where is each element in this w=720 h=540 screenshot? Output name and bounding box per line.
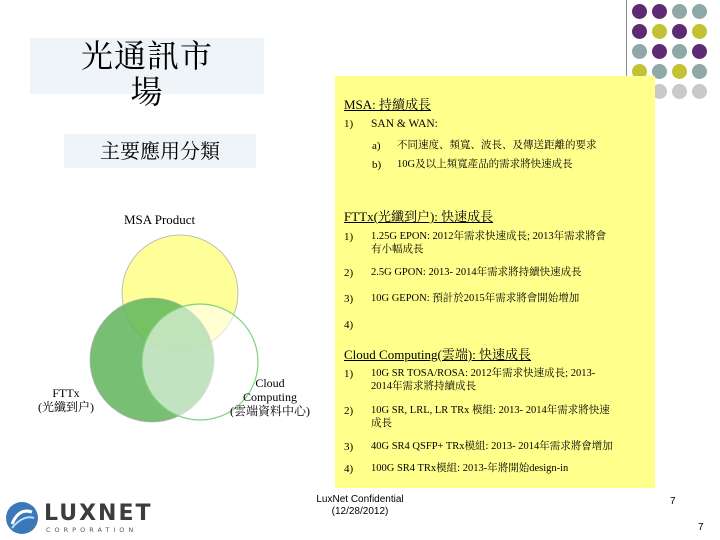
- page-title: [30, 38, 264, 110]
- dot: [672, 64, 687, 79]
- dot: [652, 4, 667, 19]
- logo-tagline: CORPORATION: [46, 526, 138, 534]
- dot: [672, 24, 687, 39]
- footer-line-1: LuxNet Confidential: [316, 494, 404, 505]
- logo-wordmark: LUXNET: [44, 501, 153, 526]
- fttx-item-3: 10G GEPON: 預計於2015年需求將會開始增加: [371, 293, 580, 304]
- luxnet-logo-mark: [4, 500, 40, 536]
- cloud-item-2: [371, 404, 610, 430]
- footer-line-2: (12/28/2012): [331, 506, 389, 517]
- dot: [692, 44, 707, 59]
- cloud-item-1-number: 1): [344, 368, 354, 380]
- cloud-item-1: [371, 367, 595, 393]
- slide-number: 7: [698, 522, 704, 533]
- msa-item-a: 不同速度、頻寬、波長、及傳送距離的要求: [397, 140, 597, 151]
- cloud-label-line-2: Computing: [242, 390, 297, 404]
- fttx-label-line-1: FTTx: [52, 386, 80, 400]
- cloud-item-2-line-1: 10G SR, LRL, LR TRx 模組: 2013- 2014年需求將快速: [371, 405, 610, 416]
- msa-item-b: 10G及以上頻寬產品的需求將快速成長: [397, 159, 573, 170]
- footer-confidential: [300, 494, 420, 518]
- dot: [672, 44, 687, 59]
- cloud-item-3: 40G SR4 QSFP+ TRx模組: 2013- 2014年需求將會增加: [371, 441, 613, 452]
- fttx-heading: FTTx(光纖到户): 快速成長: [344, 209, 494, 224]
- cloud-item-2-number: 2): [344, 405, 354, 417]
- fttx-label-line-2: (光纖到户): [38, 400, 94, 414]
- cloud-item-1-line-2: 2014年需求將持續成長: [371, 381, 476, 392]
- dot: [692, 64, 707, 79]
- cloud-label-line-3: (雲端資料中心): [230, 404, 310, 418]
- dot: [692, 24, 707, 39]
- dot: [692, 4, 707, 19]
- msa-item-a-number: a): [372, 140, 381, 152]
- msa-item-b-number: b): [372, 159, 382, 171]
- fttx-item-1-number: 1): [344, 231, 354, 243]
- dot: [632, 44, 647, 59]
- dot: [632, 4, 647, 19]
- venn-label-fttx: [26, 386, 106, 414]
- cloud-item-3-number: 3): [344, 441, 354, 453]
- msa-heading: MSA: 持續成長: [344, 97, 432, 112]
- dot: [632, 24, 647, 39]
- title-line-2: 場: [130, 73, 164, 111]
- dot: [652, 24, 667, 39]
- page-number: 7: [670, 496, 676, 507]
- venn-label: MSA Product: [124, 212, 196, 227]
- luxnet-logo: [4, 500, 154, 536]
- fttx-item-4-number: 4): [344, 319, 354, 331]
- cloud-item-1-line-1: 10G SR TOSA/ROSA: 2012年需求快速成長; 2013-: [371, 368, 596, 379]
- dot: [652, 44, 667, 59]
- msa-item-1-number: 1): [344, 118, 354, 130]
- venn-label-cloud: [222, 376, 318, 418]
- fttx-item-2-number: 2): [344, 267, 354, 279]
- cloud-item-4-number: 4): [344, 463, 354, 475]
- fttx-item-1: [371, 230, 606, 256]
- cloud-label-line-1: Cloud: [255, 376, 285, 390]
- cloud-item-2-line-2: 成長: [371, 418, 392, 429]
- dot: [692, 84, 707, 99]
- fttx-item-3-number: 3): [344, 293, 354, 305]
- page-subtitle: 主要應用分類: [100, 139, 220, 163]
- dot: [672, 4, 687, 19]
- fttx-item-1-line-2: 有小幅成長: [371, 244, 424, 255]
- fttx-item-2: 2.5G GPON: 2013- 2014年需求將持續快速成長: [371, 267, 582, 278]
- msa-item-1: SAN & WAN:: [371, 118, 438, 130]
- cloud-heading: Cloud Computing(雲端): 快速成長: [344, 347, 532, 362]
- fttx-item-1-line-1: 1.25G EPON: 2012年需求快速成長; 2013年需求將會: [371, 231, 607, 242]
- dot: [672, 84, 687, 99]
- title-line-1: 光通訊市: [80, 37, 213, 75]
- cloud-item-4: 100G SR4 TRx模組: 2013-年將開始design-in: [371, 463, 569, 474]
